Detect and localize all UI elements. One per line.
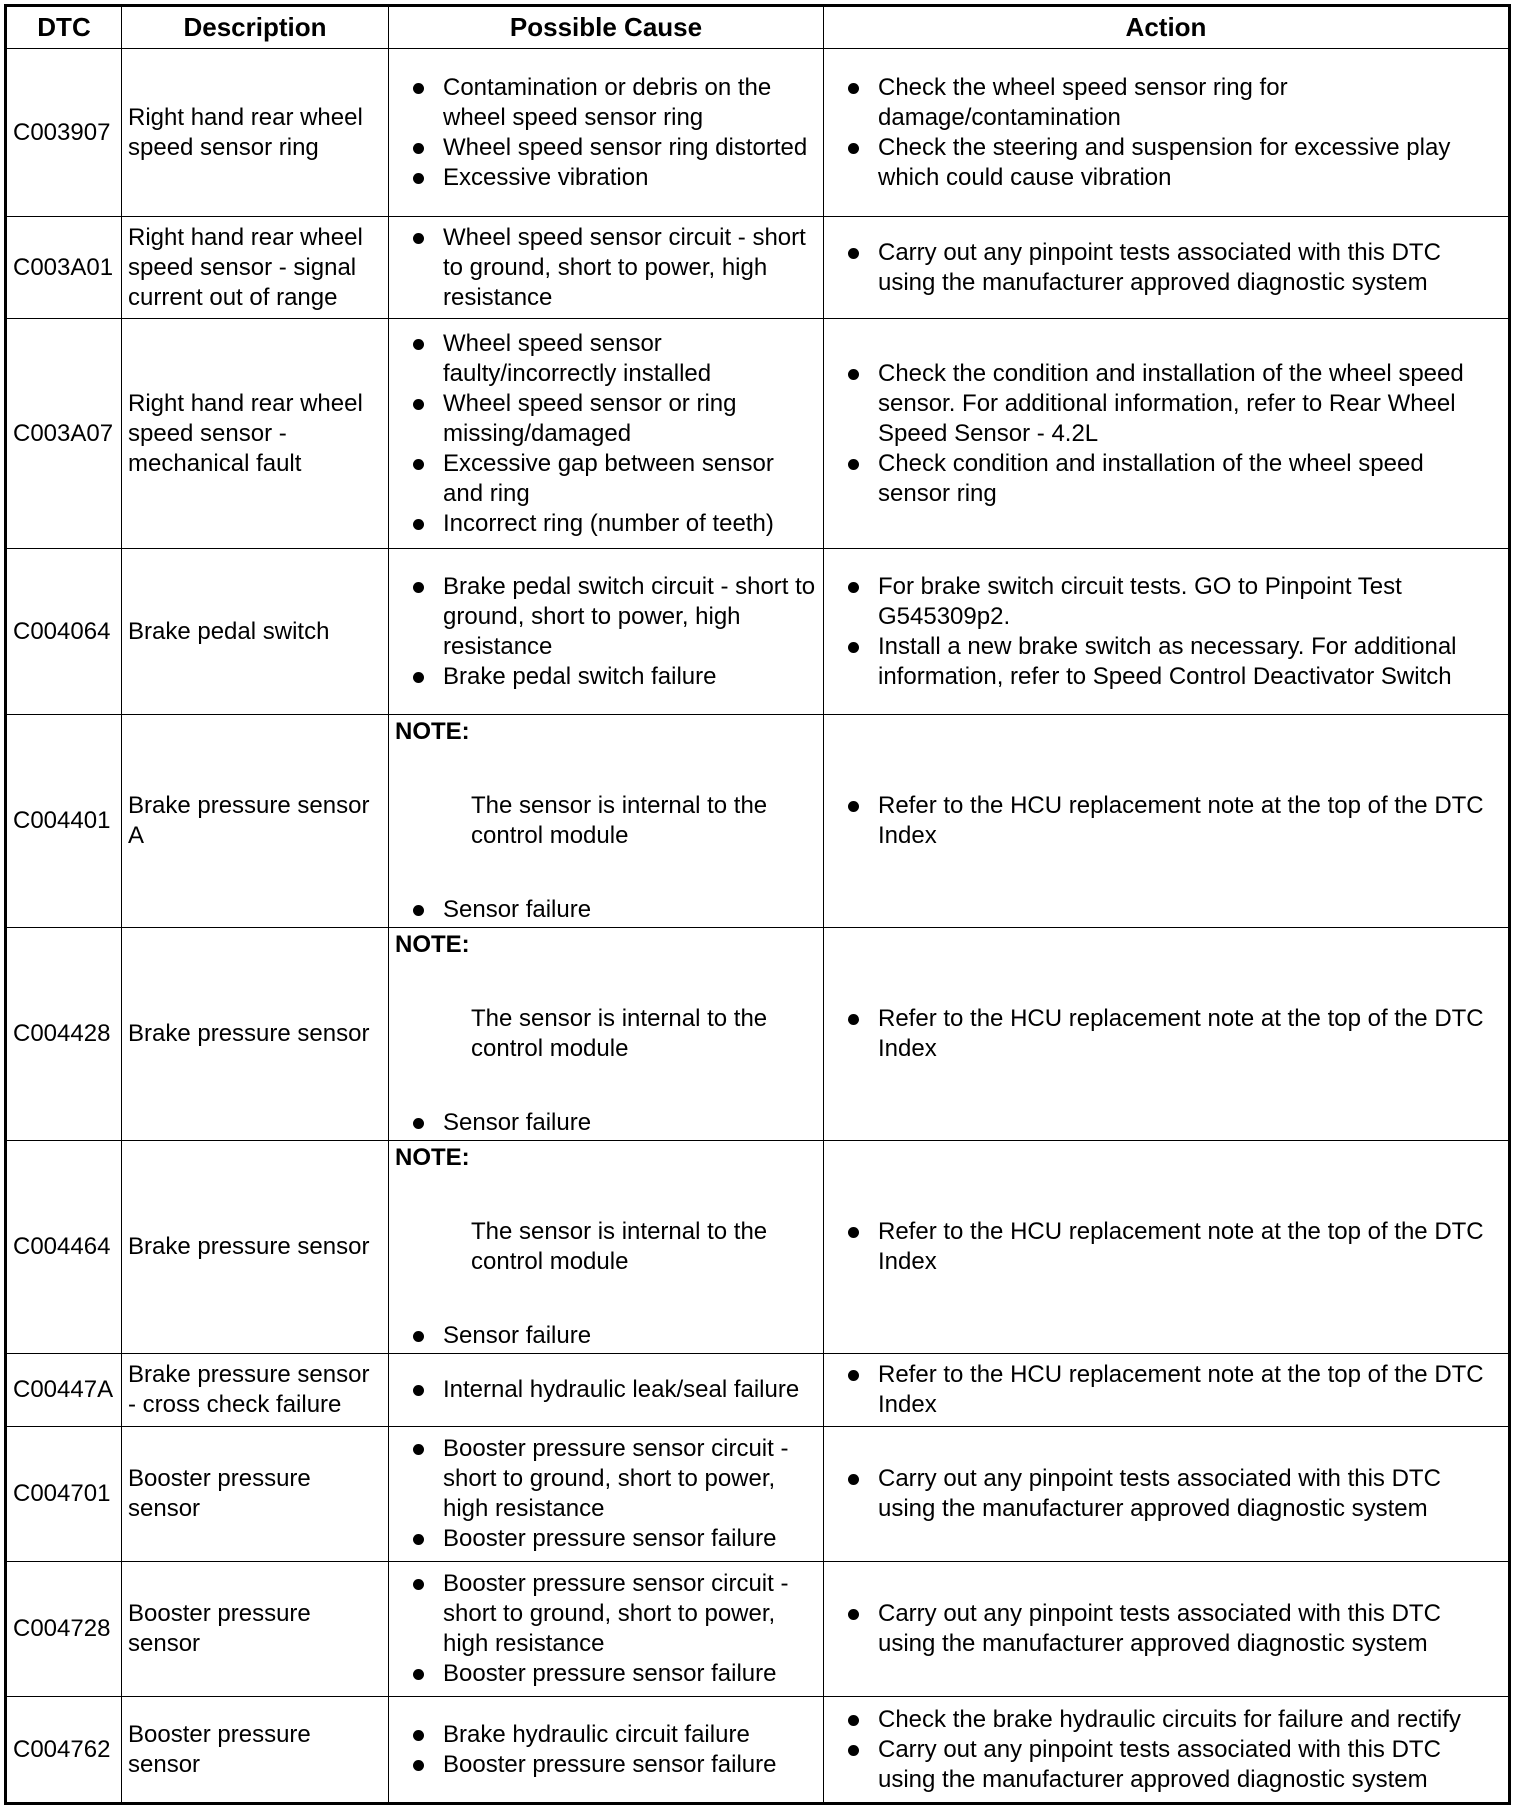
dtc-code: C004701 — [6, 1427, 122, 1562]
dtc-description: Booster pressure sensor — [122, 1562, 389, 1697]
possible-cause-cell — [389, 217, 824, 319]
action-item: Refer to the HCU replacement note at the top of the DTC Index — [830, 791, 1502, 851]
possible-cause-cell — [389, 1697, 824, 1804]
action-cell — [824, 1427, 1510, 1562]
dtc-code: C003A01 — [6, 217, 122, 319]
dtc-code: C003907 — [6, 49, 122, 217]
possible-cause-cell — [389, 549, 824, 715]
table-row — [6, 549, 1510, 715]
table-row — [6, 217, 1510, 319]
table-row — [6, 319, 1510, 549]
action-item: Check the condition and installation of the wheel speed sensor. For additional information, refer to Rear Wheel Speed Sensor - 4.2L — [830, 359, 1502, 449]
dtc-description: Brake pressure sensor - cross check failure — [122, 1354, 389, 1427]
possible-cause-cell — [389, 928, 824, 1141]
dtc-code: C003A07 — [6, 319, 122, 549]
action-cell — [824, 928, 1510, 1141]
cause-item: Wheel speed sensor or ring missing/damaged — [395, 389, 817, 449]
possible-cause-cell — [389, 1354, 824, 1427]
note-text: The sensor is internal to the control module — [471, 1005, 768, 1062]
possible-cause-cell — [389, 715, 824, 928]
action-item: For brake switch circuit tests. GO to Pinpoint Test G545309p2. — [830, 572, 1502, 632]
action-cell — [824, 549, 1510, 715]
table-row — [6, 928, 1510, 1141]
dtc-table — [4, 4, 1511, 1805]
table-row — [6, 1562, 1510, 1697]
action-item: Refer to the HCU replacement note at the top of the DTC Index — [830, 1004, 1502, 1064]
note-text: The sensor is internal to the control module — [471, 1218, 768, 1275]
cause-item: Booster pressure sensor failure — [395, 1750, 817, 1780]
table-row — [6, 1427, 1510, 1562]
dtc-description: Brake pressure sensor — [122, 928, 389, 1141]
action-cell — [824, 1697, 1510, 1804]
cause-item: Brake pedal switch failure — [395, 662, 817, 692]
header-dtc: DTC — [6, 6, 122, 49]
action-item: Refer to the HCU replacement note at the top of the DTC Index — [830, 1360, 1502, 1420]
dtc-code: C004064 — [6, 549, 122, 715]
cause-item: Booster pressure sensor failure — [395, 1524, 817, 1554]
action-cell — [824, 1562, 1510, 1697]
dtc-code: C00447A — [6, 1354, 122, 1427]
action-cell — [824, 1354, 1510, 1427]
cause-item: Brake hydraulic circuit failure — [395, 1720, 817, 1750]
possible-cause-cell — [389, 319, 824, 549]
action-item: Check the brake hydraulic circuits for failure and rectify — [830, 1705, 1502, 1735]
dtc-code: C004401 — [6, 715, 122, 928]
possible-cause-cell — [389, 1141, 824, 1354]
cause-item: Excessive gap between sensor and ring — [395, 449, 817, 509]
dtc-description: Brake pressure sensor — [122, 1141, 389, 1354]
cause-item: Booster pressure sensor circuit - short to ground, short to power, high resistance — [395, 1434, 817, 1524]
header-possible-cause: Possible Cause — [389, 6, 824, 49]
action-item: Check the steering and suspension for excessive play which could cause vibration — [830, 133, 1502, 193]
dtc-code: C004428 — [6, 928, 122, 1141]
action-item: Carry out any pinpoint tests associated with this DTC using the manufacturer approved diagnostic system — [830, 1464, 1502, 1524]
cause-item: Sensor failure — [395, 895, 817, 925]
action-item: Check condition and installation of the wheel speed sensor ring — [830, 449, 1502, 509]
table-row — [6, 1697, 1510, 1804]
table-row — [6, 715, 1510, 928]
table-row — [6, 1354, 1510, 1427]
cause-item: Wheel speed sensor ring distorted — [395, 133, 817, 163]
dtc-code: C004762 — [6, 1697, 122, 1804]
possible-cause-cell — [389, 1427, 824, 1562]
dtc-description: Right hand rear wheel speed sensor - signal current out of range — [122, 217, 389, 319]
action-item: Check the wheel speed sensor ring for damage/contamination — [830, 73, 1502, 133]
dtc-description: Brake pedal switch — [122, 549, 389, 715]
action-cell — [824, 715, 1510, 928]
action-cell — [824, 1141, 1510, 1354]
table-row — [6, 49, 1510, 217]
cause-item: Excessive vibration — [395, 163, 817, 193]
dtc-description: Right hand rear wheel speed sensor ring — [122, 49, 389, 217]
cause-item: Contamination or debris on the wheel speed sensor ring — [395, 73, 817, 133]
cause-item: Internal hydraulic leak/seal failure — [395, 1375, 817, 1405]
possible-cause-cell — [389, 1562, 824, 1697]
cause-item: Brake pedal switch circuit - short to ground, short to power, high resistance — [395, 572, 817, 662]
header-description: Description — [122, 6, 389, 49]
cause-item: Incorrect ring (number of teeth) — [395, 509, 817, 539]
cause-item: Wheel speed sensor faulty/incorrectly installed — [395, 329, 817, 389]
dtc-code: C004464 — [6, 1141, 122, 1354]
note-label: NOTE: — [395, 931, 470, 958]
action-item: Carry out any pinpoint tests associated with this DTC using the manufacturer approved diagnostic system — [830, 1735, 1502, 1795]
dtc-description: Booster pressure sensor — [122, 1697, 389, 1804]
dtc-description: Booster pressure sensor — [122, 1427, 389, 1562]
note-text: The sensor is internal to the control module — [471, 792, 768, 849]
action-item: Carry out any pinpoint tests associated with this DTC using the manufacturer approved diagnostic system — [830, 1599, 1502, 1659]
note-label: NOTE: — [395, 1144, 470, 1171]
table-row — [6, 1141, 1510, 1354]
header-row — [6, 6, 1510, 49]
possible-cause-cell — [389, 49, 824, 217]
action-item: Install a new brake switch as necessary. For additional information, refer to Speed Control Deactivator Switch — [830, 632, 1502, 692]
header-action: Action — [824, 6, 1510, 49]
cause-item: Wheel speed sensor circuit - short to ground, short to power, high resistance — [395, 223, 817, 313]
cause-item: Booster pressure sensor failure — [395, 1659, 817, 1689]
action-item: Carry out any pinpoint tests associated with this DTC using the manufacturer approved diagnostic system — [830, 238, 1502, 298]
cause-item: Sensor failure — [395, 1108, 817, 1138]
note-label: NOTE: — [395, 718, 470, 745]
action-cell — [824, 319, 1510, 549]
cause-item: Booster pressure sensor circuit - short to ground, short to power, high resistance — [395, 1569, 817, 1659]
dtc-description: Right hand rear wheel speed sensor - mechanical fault — [122, 319, 389, 549]
dtc-code: C004728 — [6, 1562, 122, 1697]
cause-item: Sensor failure — [395, 1321, 817, 1351]
action-cell — [824, 49, 1510, 217]
dtc-description: Brake pressure sensor A — [122, 715, 389, 928]
action-cell — [824, 217, 1510, 319]
action-item: Refer to the HCU replacement note at the top of the DTC Index — [830, 1217, 1502, 1277]
